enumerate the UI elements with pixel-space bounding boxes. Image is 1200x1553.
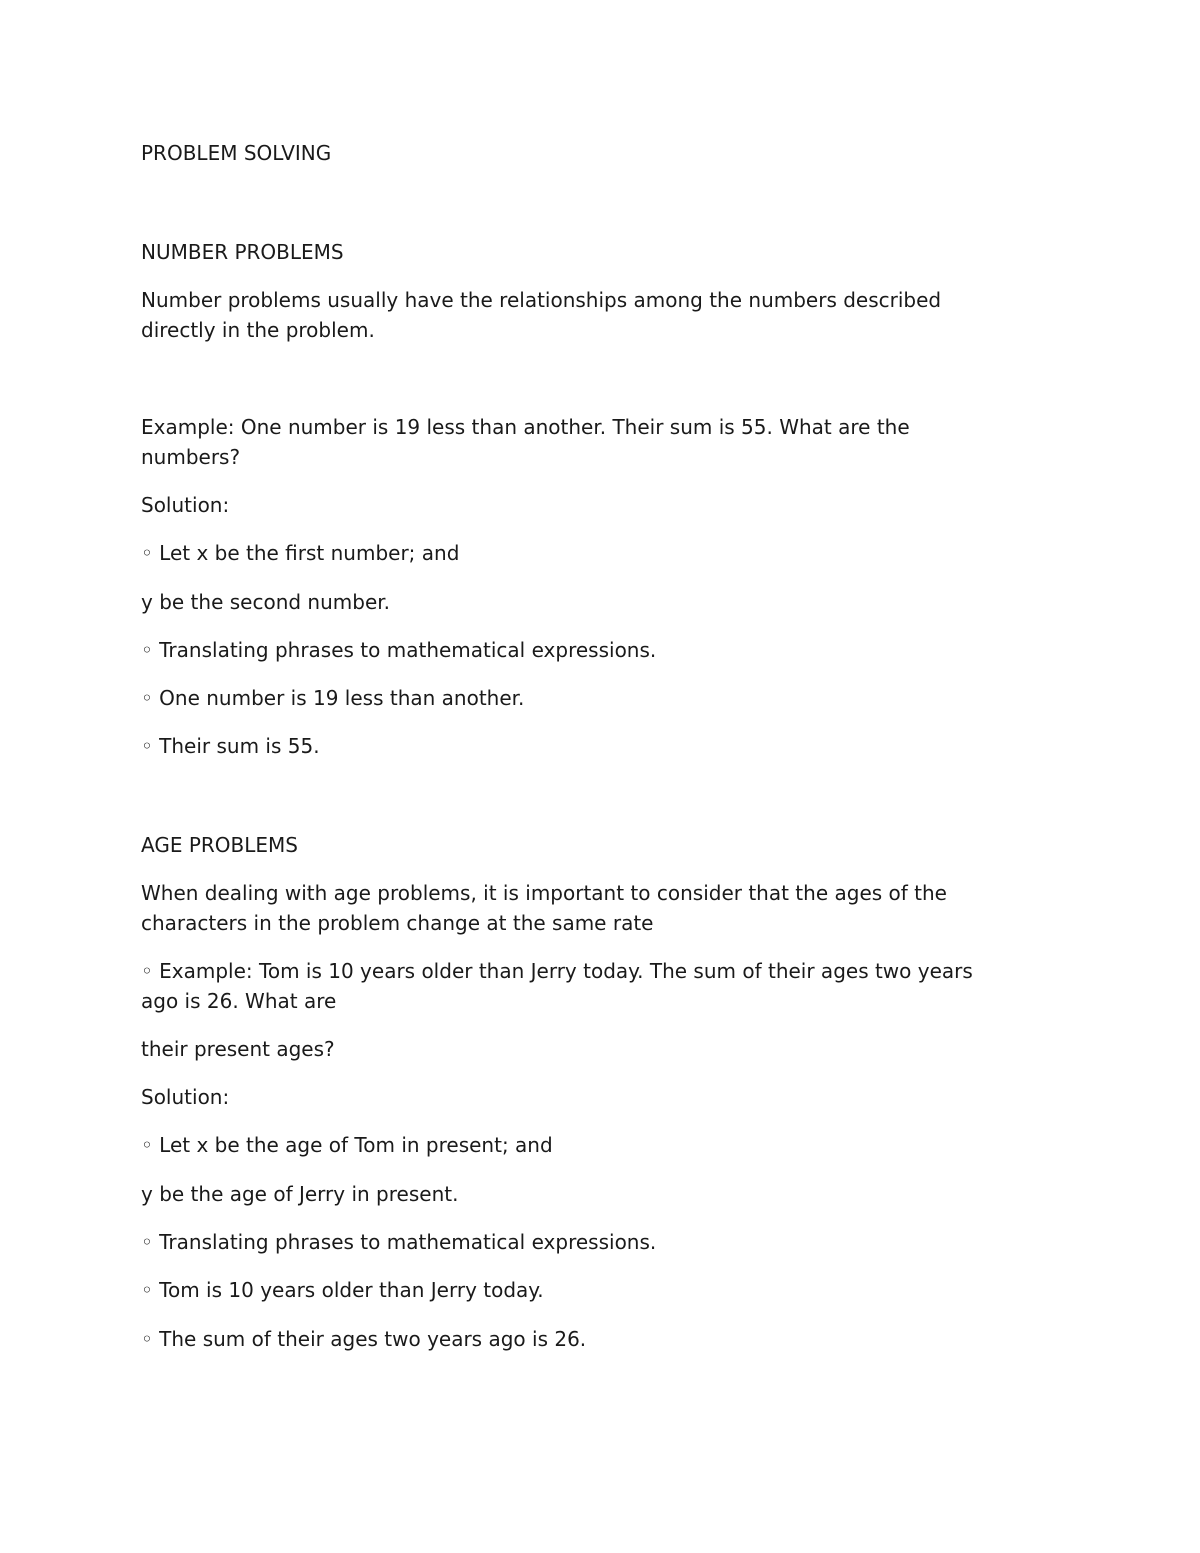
number-problems-example-line-2: numbers? xyxy=(141,445,241,469)
age-problems-intro-line-2: characters in the problem change at the same rate xyxy=(141,911,654,935)
age-problems-step: ◦ Let x be the age of Tom in present; and xyxy=(141,1133,553,1157)
age-problems-step: y be the age of Jerry in present. xyxy=(141,1182,459,1206)
number-problems-intro-line-2: directly in the problem. xyxy=(141,318,375,342)
age-problems-example-line-1: ◦ Example: Tom is 10 years older than Jerry today. The sum of their ages two years xyxy=(141,959,973,983)
age-problems-example-line-3: their present ages? xyxy=(141,1037,335,1061)
age-problems-heading: AGE PROBLEMS xyxy=(141,833,298,857)
age-problems-step: ◦ The sum of their ages two years ago is 26. xyxy=(141,1327,587,1351)
number-problems-step: y be the second number. xyxy=(141,590,390,614)
number-problems-step: ◦ Their sum is 55. xyxy=(141,734,320,758)
number-problems-intro-line-1: Number problems usually have the relationships among the numbers described xyxy=(141,288,942,312)
age-problems-step: ◦ Tom is 10 years older than Jerry today. xyxy=(141,1278,544,1302)
age-problems-step: ◦ Translating phrases to mathematical expressions. xyxy=(141,1230,657,1254)
number-problems-heading: NUMBER PROBLEMS xyxy=(141,240,344,264)
number-problems-step: ◦ Translating phrases to mathematical expressions. xyxy=(141,638,657,662)
age-problems-intro-line-1: When dealing with age problems, it is important to consider that the ages of the xyxy=(141,881,947,905)
age-problems-example-line-2: ago is 26. What are xyxy=(141,989,337,1013)
document-title: PROBLEM SOLVING xyxy=(141,141,332,165)
number-problems-step: ◦ One number is 19 less than another. xyxy=(141,686,525,710)
age-problems-solution-label: Solution: xyxy=(141,1085,230,1109)
number-problems-example-line-1: Example: One number is 19 less than another. Their sum is 55. What are the xyxy=(141,415,910,439)
number-problems-solution-label: Solution: xyxy=(141,493,230,517)
number-problems-step: ◦ Let x be the first number; and xyxy=(141,541,460,565)
